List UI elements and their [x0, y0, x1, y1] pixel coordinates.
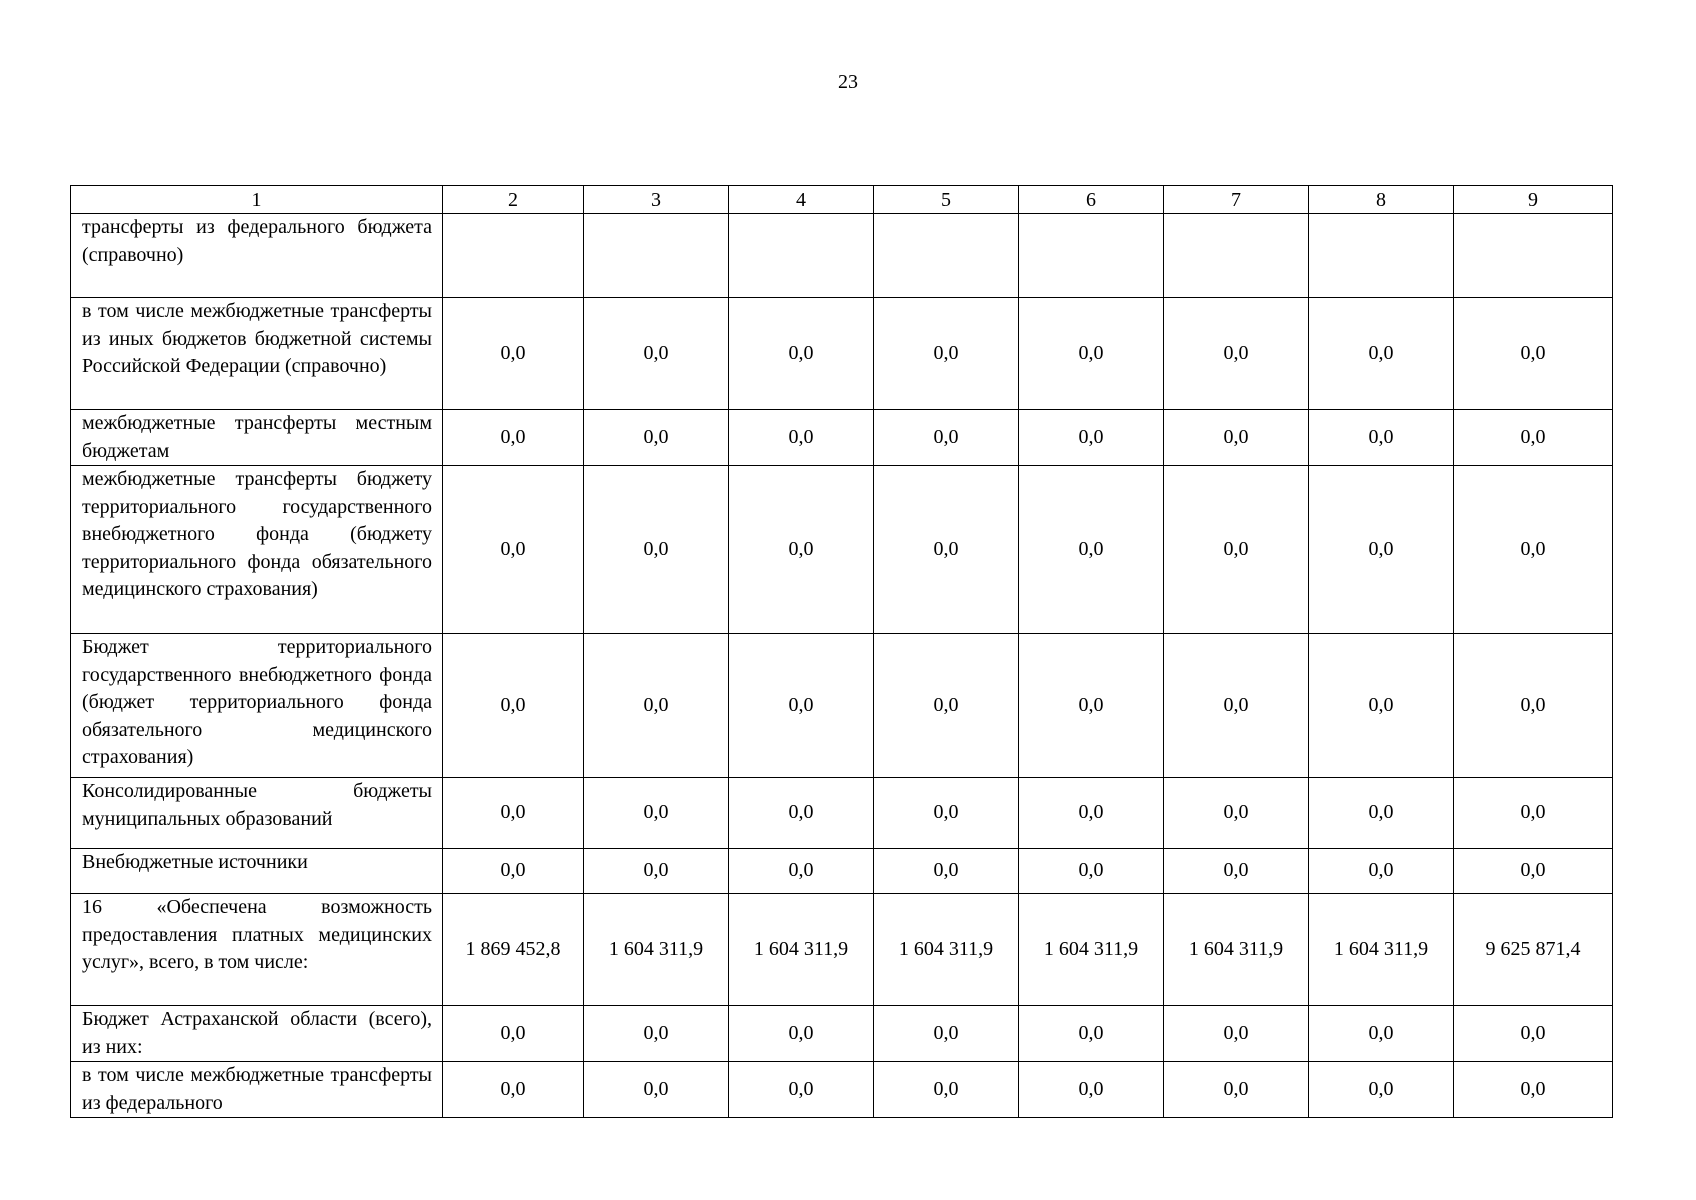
table-cell: 0,0	[1454, 634, 1613, 778]
table-cell	[1019, 214, 1164, 298]
table-cell	[443, 214, 584, 298]
row-label: в том числе межбюджетные трансферты из иных бюджетов бюджетной системы Российской Федерации (справочно)	[71, 298, 443, 410]
column-header: 5	[874, 186, 1019, 214]
row-label: в том числе межбюджетные трансферты из федерального	[71, 1062, 443, 1118]
table-cell: 1 604 311,9	[729, 894, 874, 1006]
table-cell: 0,0	[1309, 849, 1454, 894]
table-row	[71, 634, 1613, 778]
table-row	[71, 214, 1613, 298]
table-cell: 0,0	[1019, 778, 1164, 849]
table-cell: 0,0	[874, 1006, 1019, 1062]
table-cell: 0,0	[874, 466, 1019, 634]
table-cell: 0,0	[874, 298, 1019, 410]
table-cell: 0,0	[443, 466, 584, 634]
column-header: 3	[584, 186, 729, 214]
table-row	[71, 298, 1613, 410]
row-label: Внебюджетные источники	[71, 849, 443, 894]
table-cell: 0,0	[729, 849, 874, 894]
table-cell: 0,0	[1019, 466, 1164, 634]
table-cell: 1 604 311,9	[1309, 894, 1454, 1006]
row-label: трансферты из федерального бюджета (справочно)	[71, 214, 443, 298]
table-cell: 0,0	[1454, 778, 1613, 849]
table-cell: 0,0	[443, 410, 584, 466]
table-cell: 0,0	[1454, 849, 1613, 894]
table-cell: 0,0	[443, 1006, 584, 1062]
table-cell: 1 869 452,8	[443, 894, 584, 1006]
table-cell: 0,0	[1019, 298, 1164, 410]
table-cell: 0,0	[1019, 634, 1164, 778]
table-cell: 0,0	[1164, 849, 1309, 894]
column-header: 7	[1164, 186, 1309, 214]
table-cell: 0,0	[1019, 849, 1164, 894]
table-cell: 0,0	[729, 298, 874, 410]
budget-table	[70, 185, 1613, 1118]
table-cell: 0,0	[1019, 1062, 1164, 1118]
table-cell: 0,0	[1454, 1006, 1613, 1062]
table-cell: 0,0	[1309, 410, 1454, 466]
table-cell: 0,0	[1309, 466, 1454, 634]
table-cell: 0,0	[1309, 1062, 1454, 1118]
table-cell: 1 604 311,9	[1019, 894, 1164, 1006]
table-cell: 0,0	[1164, 634, 1309, 778]
table-cell: 0,0	[729, 410, 874, 466]
column-header: 8	[1309, 186, 1454, 214]
table-cell: 0,0	[729, 466, 874, 634]
table-row	[71, 1006, 1613, 1062]
table-cell: 0,0	[584, 1006, 729, 1062]
table-cell	[1454, 214, 1613, 298]
row-label: 16 «Обеспечена возможность предоставления платных медицинских услуг», всего, в том числе:	[71, 894, 443, 1006]
table-cell: 1 604 311,9	[1164, 894, 1309, 1006]
column-header: 2	[443, 186, 584, 214]
table-cell: 0,0	[729, 778, 874, 849]
table-cell: 0,0	[584, 298, 729, 410]
table-cell: 0,0	[584, 1062, 729, 1118]
table-row	[71, 778, 1613, 849]
table-cell: 0,0	[1164, 466, 1309, 634]
table-cell	[1309, 214, 1454, 298]
table-cell: 0,0	[874, 410, 1019, 466]
table-cell: 0,0	[584, 634, 729, 778]
table-cell: 0,0	[584, 410, 729, 466]
table-cell: 0,0	[443, 634, 584, 778]
table-cell: 0,0	[874, 778, 1019, 849]
column-header: 9	[1454, 186, 1613, 214]
row-label: межбюджетные трансферты бюджету территориального государственного внебюджетного фонда (бюджету территориального фонда обязательного медицинского страхования)	[71, 466, 443, 634]
row-label: Бюджет территориального государственного внебюджетного фонда (бюджет территориального фонда обязательного медицинского страхования)	[71, 634, 443, 778]
table-cell: 9 625 871,4	[1454, 894, 1613, 1006]
table-row	[71, 410, 1613, 466]
table-cell: 0,0	[874, 634, 1019, 778]
table-cell: 0,0	[729, 1062, 874, 1118]
header-row	[71, 186, 1613, 214]
table-cell: 0,0	[1454, 410, 1613, 466]
page-number: 23	[838, 71, 858, 93]
table-cell: 0,0	[1454, 466, 1613, 634]
row-label: межбюджетные трансферты местным бюджетам	[71, 410, 443, 466]
table-cell: 0,0	[443, 778, 584, 849]
table-cell	[1164, 214, 1309, 298]
table-cell: 0,0	[729, 1006, 874, 1062]
table-cell: 0,0	[1309, 298, 1454, 410]
table-cell	[729, 214, 874, 298]
table-cell: 0,0	[1164, 1062, 1309, 1118]
table-cell	[584, 214, 729, 298]
column-header: 4	[729, 186, 874, 214]
table-cell: 0,0	[874, 849, 1019, 894]
table-cell: 0,0	[1164, 410, 1309, 466]
table-cell: 0,0	[1019, 410, 1164, 466]
table-row	[71, 466, 1613, 634]
table-cell: 0,0	[584, 778, 729, 849]
table-cell: 1 604 311,9	[584, 894, 729, 1006]
table-cell: 0,0	[1164, 1006, 1309, 1062]
row-label: Бюджет Астраханской области (всего), из них:	[71, 1006, 443, 1062]
table-cell: 0,0	[729, 634, 874, 778]
table-cell	[874, 214, 1019, 298]
table-cell: 1 604 311,9	[874, 894, 1019, 1006]
table-cell: 0,0	[874, 1062, 1019, 1118]
table-cell: 0,0	[1309, 1006, 1454, 1062]
table-cell: 0,0	[584, 466, 729, 634]
table-cell: 0,0	[1309, 634, 1454, 778]
table-cell: 0,0	[443, 298, 584, 410]
column-header: 6	[1019, 186, 1164, 214]
table-cell: 0,0	[443, 849, 584, 894]
table-cell: 0,0	[584, 849, 729, 894]
table-cell: 0,0	[1019, 1006, 1164, 1062]
table-cell: 0,0	[1164, 298, 1309, 410]
table-cell: 0,0	[443, 1062, 584, 1118]
row-label: Консолидированные бюджеты муниципальных образований	[71, 778, 443, 849]
table-row	[71, 894, 1613, 1006]
table-cell: 0,0	[1309, 778, 1454, 849]
column-header: 1	[71, 186, 443, 214]
table-cell: 0,0	[1164, 778, 1309, 849]
table-row	[71, 849, 1613, 894]
table-cell: 0,0	[1454, 298, 1613, 410]
table-cell: 0,0	[1454, 1062, 1613, 1118]
table-row	[71, 1062, 1613, 1118]
